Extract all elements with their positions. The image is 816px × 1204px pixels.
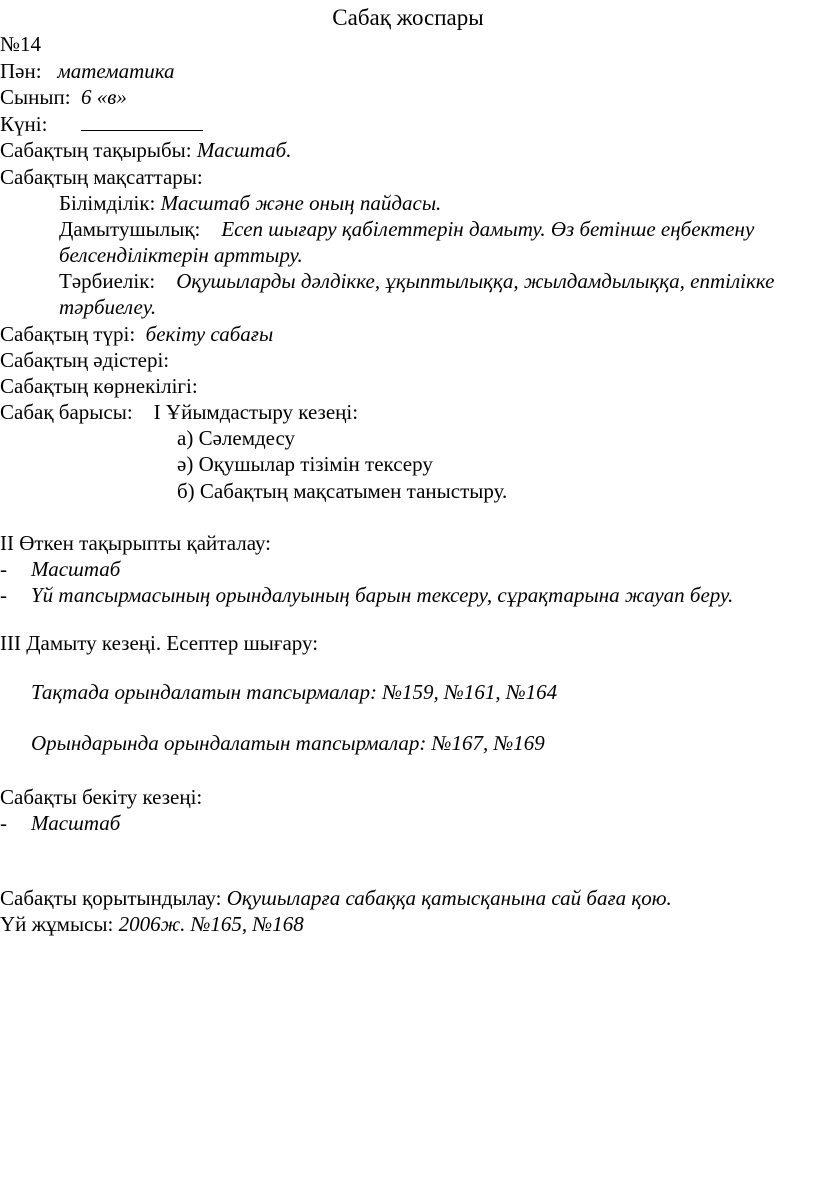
review-item-text: Масштаб	[31, 557, 121, 581]
goal-developmental-label: Дамытушылық:	[59, 217, 201, 241]
visuals-row: Сабақтың көрнекілігі:	[0, 374, 198, 398]
grade-label: Сынып:	[0, 85, 71, 109]
topic-label: Сабақтың тақырыбы:	[0, 138, 192, 162]
goal-upbringing-cont	[59, 294, 156, 320]
homework-value: 2006ж. №165, №168	[118, 912, 304, 936]
goal-educational-label: Білімділік:	[59, 191, 156, 215]
seat-tasks	[31, 730, 545, 756]
date-blank-line	[81, 112, 203, 131]
goal-educational	[59, 190, 441, 216]
consolidation-item	[0, 810, 120, 836]
lesson-type-value: бекіту сабағы	[145, 322, 274, 346]
page-title: Сабақ жоспары	[332, 5, 484, 30]
board-tasks	[31, 679, 557, 705]
goal-developmental-value-1: Есеп шығару қабілеттерін дамыту. Өз бетінше еңбектену	[221, 217, 755, 241]
lesson-type-row	[0, 321, 273, 347]
goal-upbringing-value-2: тәрбиелеу.	[59, 295, 157, 319]
topic-value: Масштаб.	[196, 138, 292, 162]
topic-row	[0, 137, 291, 163]
goal-upbringing-value-1: Оқушыларды дәлдікке, ұқыптылыққа, жылдамдылыққа, ептілікке	[176, 269, 775, 293]
goal-upbringing-label: Тәрбиелік:	[59, 269, 156, 293]
seat-tasks-text: Орындарында орындалатын тапсырмалар: №167, №169	[31, 731, 545, 755]
grade-row	[0, 84, 127, 110]
bullet-dash: -	[0, 811, 7, 835]
consolidation-heading: Сабақты бекіту кезеңі:	[0, 785, 203, 809]
subject-row	[0, 58, 175, 84]
consolidation-item-text: Масштаб	[31, 811, 121, 835]
subject-label: Пән:	[0, 59, 42, 83]
review-item-text: Үй тапсырмасының орындалуының барын тексеру, сұрақтарына жауап беру.	[31, 583, 734, 607]
grade-value: 6 «в»	[81, 85, 127, 109]
bullet-dash: -	[0, 557, 7, 581]
methods-row: Сабақтың әдістері:	[0, 348, 170, 372]
course-item: а) Сәлемдесу	[177, 426, 296, 450]
homework-row	[0, 911, 304, 937]
lesson-type-label: Сабақтың түрі:	[0, 322, 136, 346]
development-heading: ІІІ Дамыту кезеңі. Есептер шығару:	[0, 631, 319, 655]
date-row	[0, 111, 203, 137]
board-tasks-text: Тақтада орындалатын тапсырмалар: №159, №161, №164	[31, 680, 558, 704]
lesson-number: №14	[0, 32, 42, 56]
course-item: ә) Оқушылар тізімін тексеру	[177, 452, 433, 476]
course-stage1: І Ұйымдастыру кезеңі:	[153, 400, 359, 424]
course-label: Сабақ барысы:	[0, 400, 133, 424]
subject-value: математика	[57, 59, 175, 83]
course-row	[0, 399, 358, 425]
summary-value: Оқушыларға сабаққа қатысқанына сай баға қою.	[226, 886, 672, 910]
goals-heading: Сабақтың мақсаттары:	[0, 165, 203, 189]
goal-developmental-value-2: белсенділіктерін арттыру.	[59, 243, 303, 267]
goal-educational-value: Масштаб және оның пайдасы.	[160, 191, 442, 215]
homework-label: Үй жұмысы:	[0, 912, 114, 936]
summary-row	[0, 885, 672, 911]
bullet-dash: -	[0, 583, 7, 607]
date-label: Күні:	[0, 112, 48, 136]
goal-upbringing	[59, 268, 774, 294]
summary-label: Сабақты қорытындылау:	[0, 886, 222, 910]
goal-developmental	[59, 216, 754, 242]
review-heading: ІІ Өткен тақырыпты қайталау:	[0, 531, 272, 555]
goal-developmental-cont	[59, 242, 303, 268]
review-item	[0, 556, 120, 582]
course-item: б) Сабақтың мақсатымен таныстыру.	[177, 479, 508, 503]
review-item	[0, 582, 733, 608]
